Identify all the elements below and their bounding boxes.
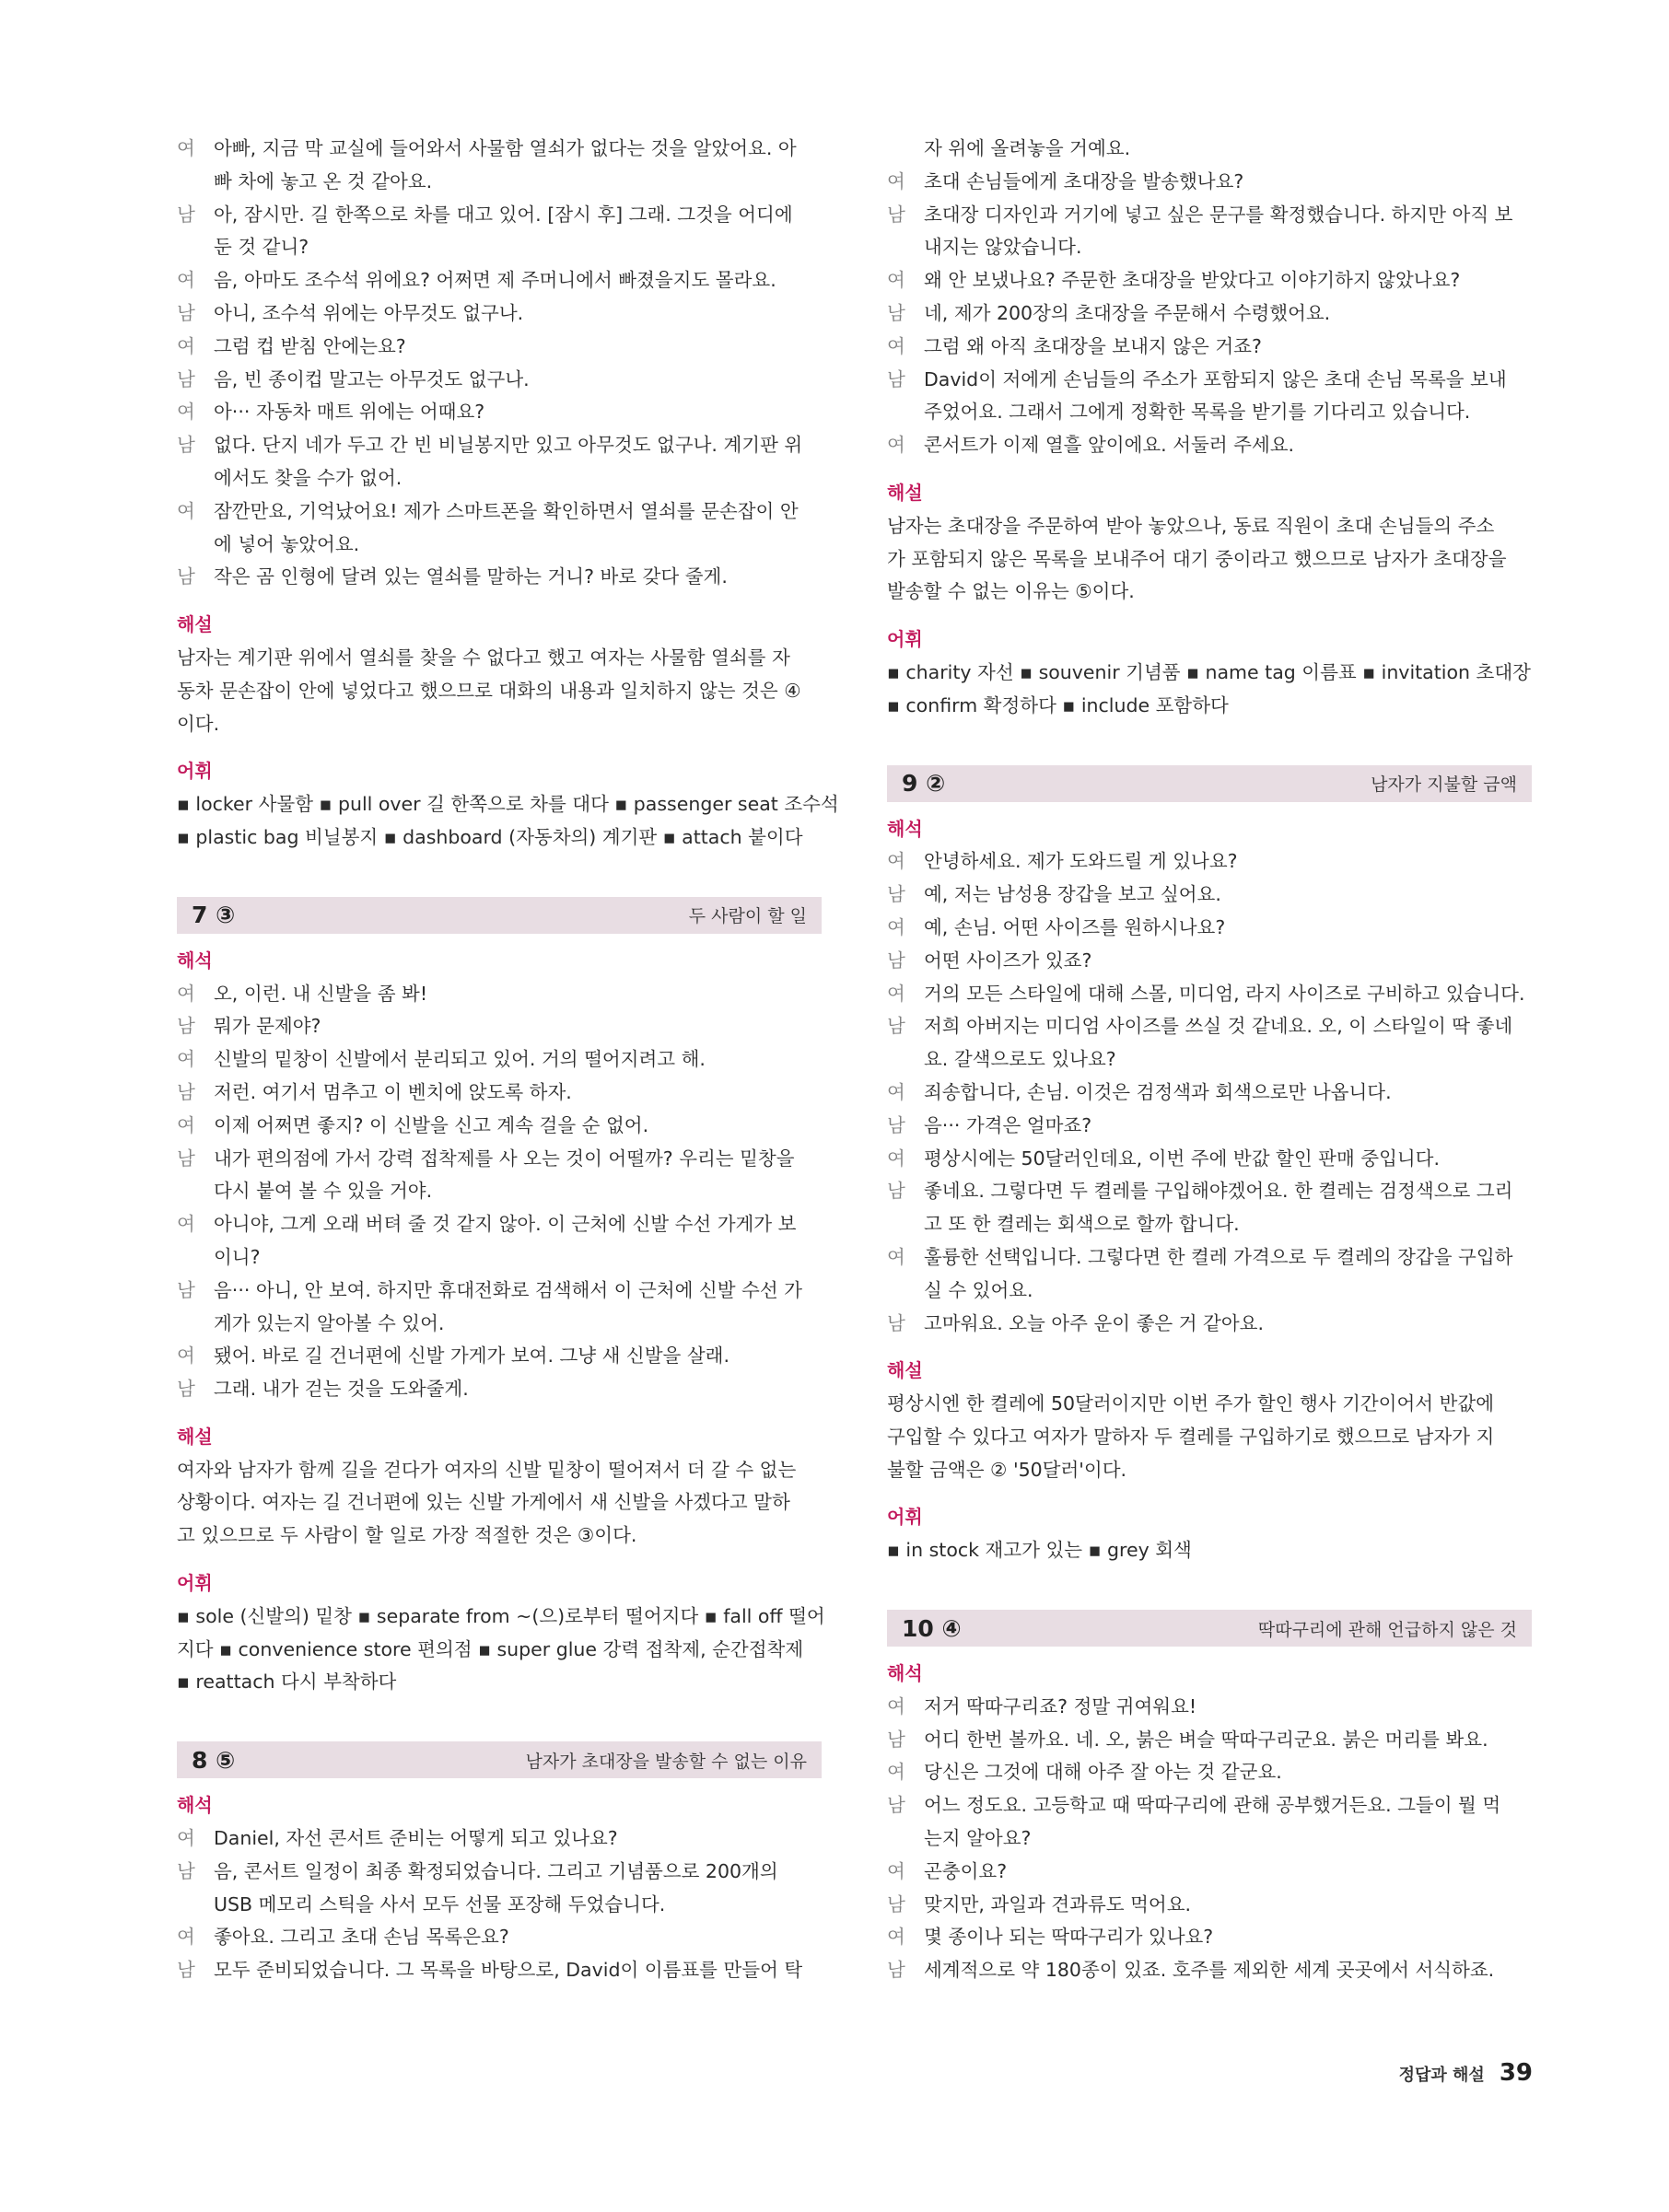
question-number: 7 ③ <box>192 902 236 929</box>
dialogue-line <box>887 1175 1532 1241</box>
utterance <box>924 1010 1532 1077</box>
utterance-line: 예, 손님. 어떤 사이즈를 원하시나요? <box>924 915 1226 938</box>
utterance <box>214 1921 822 1954</box>
utterance <box>924 879 1532 912</box>
speaker-label: 여 <box>887 169 905 192</box>
speaker-label: 남 <box>177 1378 195 1401</box>
utterance-line: 저런. 여기서 멈추고 이 벤치에 앉도록 하자. <box>214 1080 572 1103</box>
speaker-label: 남 <box>887 367 905 390</box>
utterance <box>214 1010 822 1043</box>
utterance-line: 이제 어쩌면 좋지? 이 신발을 신고 계속 걸을 순 없어. <box>214 1113 649 1136</box>
dialogue <box>887 1691 1532 1987</box>
speaker-label: 여 <box>177 1213 195 1236</box>
dialogue-line <box>887 1077 1532 1110</box>
section-head-translation: 해석 <box>887 1662 923 1685</box>
dialogue-line <box>177 133 822 199</box>
text-line: 동차 문손잡이 안에 넣었다고 했으므로 대화의 내용과 일치하지 않는 것은 ④ <box>177 679 801 702</box>
dialogue-line <box>177 1275 822 1341</box>
question-title: 딱따구리에 관해 언급하지 않은 것 <box>1257 1619 1517 1640</box>
speaker-label: 남 <box>177 565 195 588</box>
text-line: 발송할 수 없는 이유는 ⑤이다. <box>887 580 1135 603</box>
page-number: 39 <box>1499 2059 1533 2087</box>
vocabulary <box>177 1601 825 1699</box>
speaker-label: 남 <box>887 1728 905 1751</box>
utterance-line: 저희 아버지는 미디엄 사이즈를 쓰실 것 같네요. 오, 이 스타일이 딱 좋네 <box>924 1015 1513 1038</box>
speaker-label: 여 <box>177 1113 195 1136</box>
utterance <box>924 912 1532 945</box>
section-head-explanation: 해설 <box>177 613 213 636</box>
utterance <box>924 166 1532 199</box>
speaker-label <box>887 133 924 166</box>
speaker-label: 남 <box>887 883 905 906</box>
utterance <box>924 1110 1532 1143</box>
dialogue-line <box>887 1756 1532 1789</box>
section-head-vocabulary: 어휘 <box>177 1572 213 1595</box>
dialogue-line <box>887 429 1532 462</box>
utterance <box>214 1143 822 1209</box>
utterance-line: 왜 안 보냈나요? 주문한 초대장을 받았다고 이야기하지 않았나요? <box>924 269 1461 292</box>
dialogue-line <box>177 1110 822 1143</box>
page-footer <box>1399 2059 1533 2087</box>
dialogue-line <box>887 297 1532 331</box>
utterance-line: 잠깐만요, 기억났어요! 제가 스마트폰을 확인하면서 열쇠를 문손잡이 안 <box>214 499 799 522</box>
utterance-line: 초대장 디자인과 거기에 넣고 싶은 문구를 확정했습니다. 하지만 아직 보 <box>924 203 1513 226</box>
utterance <box>924 364 1532 430</box>
utterance-line: 아니야, 그게 오래 버텨 줄 것 같지 않아. 이 근처에 신발 수선 가게가 보 <box>214 1213 797 1236</box>
utterance <box>214 1373 822 1406</box>
dialogue-line <box>887 1724 1532 1757</box>
utterance <box>924 297 1532 331</box>
utterance <box>214 1077 822 1110</box>
utterance-line: 초대 손님들에게 초대장을 발송했나요? <box>924 169 1244 192</box>
utterance <box>924 845 1532 879</box>
dialogue-line <box>177 264 822 297</box>
utterance-line: 작은 곰 인형에 달려 있는 열쇠를 말하는 거니? 바로 갖다 줄게. <box>214 565 728 588</box>
utterance <box>214 199 822 265</box>
speaker-label: 남 <box>177 1080 195 1103</box>
utterance <box>924 1789 1532 1856</box>
utterance-line: 음, 아마도 조수석 위에요? 어쩌면 제 주머니에서 빠졌을지도 몰라요. <box>214 269 776 292</box>
dialogue-line <box>887 199 1532 265</box>
utterance-line: 아니, 조수석 위에는 아무것도 없구나. <box>214 301 524 324</box>
text-line: 여자와 남자가 함께 길을 걷다가 여자의 신발 밑창이 떨어져서 더 갈 수 없는 <box>177 1458 797 1481</box>
dialogue-line <box>887 166 1532 199</box>
question-number: 8 ⑤ <box>192 1746 236 1774</box>
dialogue-line <box>177 1340 822 1373</box>
utterance-line: 그럼 컵 받침 안에는요? <box>214 334 406 357</box>
dialogue <box>177 978 822 1406</box>
question-title: 남자가 지불할 금액 <box>1371 774 1517 796</box>
utterance-line: 음··· 아니, 안 보여. 하지만 휴대전화로 검색해서 이 근처에 신발 수선 가 <box>214 1278 802 1301</box>
utterance <box>214 133 822 199</box>
dialogue-line <box>887 331 1532 364</box>
speaker-label: 남 <box>887 1959 905 1982</box>
speaker-label: 남 <box>887 949 905 972</box>
text-line: ▪ sole (신발의) 밑창 ▪ separate from ~(으)로부터 떨어지다 ▪ fall off 떨어 <box>177 1604 825 1627</box>
section-head-translation: 해석 <box>887 817 923 840</box>
utterance-line: 됐어. 바로 길 건너편에 신발 가게가 보여. 그냥 새 신발을 살래. <box>214 1345 729 1368</box>
utterance <box>214 1856 822 1922</box>
section-head-explanation: 해설 <box>887 1359 923 1382</box>
utterance <box>214 978 822 1011</box>
dialogue-line <box>887 1789 1532 1856</box>
question-number: 9 ② <box>902 770 946 797</box>
utterance-line: 좋네요. 그렇다면 두 켤레를 구입해야겠어요. 한 켤레는 검정색으로 그리 <box>924 1180 1513 1203</box>
text-line: ▪ confirm 확정하다 ▪ include 포함하다 <box>887 693 1229 716</box>
utterance <box>924 978 1532 1011</box>
dialogue <box>177 133 822 594</box>
text-line: 상황이다. 여자는 길 건너편에 있는 신발 가게에서 새 신발을 사겠다고 말하 <box>177 1491 790 1514</box>
speaker-label: 여 <box>887 334 905 357</box>
dialogue-line <box>887 1954 1532 1987</box>
utterance-line: 그래. 내가 걷는 것을 도와줄게. <box>214 1378 469 1401</box>
speaker-label: 남 <box>177 1278 195 1301</box>
speaker-label: 여 <box>177 1345 195 1368</box>
utterance <box>924 1308 1532 1341</box>
utterance-line: 아, 잠시만. 길 한쪽으로 차를 대고 있어. [잠시 후] 그래. 그것을 어디에 <box>214 203 793 226</box>
speaker-label: 여 <box>177 269 195 292</box>
text-line: 구입할 수 있다고 여자가 말하자 두 켤레를 구입하기로 했으므로 남자가 지 <box>887 1425 1495 1448</box>
explanation <box>177 1454 822 1553</box>
dialogue-line <box>887 1010 1532 1077</box>
utterance-line: 요. 갈색으로도 있나요? <box>924 1048 1116 1071</box>
utterance-line: 신발의 밑창이 신발에서 분리되고 있어. 거의 떨어지려고 해. <box>214 1048 706 1071</box>
dialogue-line <box>177 331 822 364</box>
dialogue-line <box>177 1954 822 1987</box>
dialogue-line <box>177 199 822 265</box>
speaker-label: 여 <box>887 1859 905 1882</box>
speaker-label: 남 <box>177 1147 195 1170</box>
dialogue-line <box>887 264 1532 297</box>
text-line: 남자는 계기판 위에서 열쇠를 찾을 수 없다고 했고 여자는 사물함 열쇠를 자 <box>177 646 790 669</box>
utterance <box>924 264 1532 297</box>
utterance-line: 죄송합니다, 손님. 이것은 검정색과 회색으로만 나옵니다. <box>924 1080 1392 1103</box>
speaker-label: 남 <box>177 367 195 390</box>
utterance-line: 평상시에는 50달러인데요, 이번 주에 반값 할인 판매 중입니다. <box>924 1147 1441 1170</box>
utterance-line: 오, 이런. 내 신발을 좀 봐! <box>214 982 428 1005</box>
utterance-line: 뭐가 문제야? <box>214 1015 321 1038</box>
dialogue <box>887 845 1532 1340</box>
speaker-label: 여 <box>887 850 905 873</box>
dialogue-line <box>887 1921 1532 1954</box>
speaker-label: 남 <box>177 434 195 457</box>
utterance-line: 에서도 찾을 수가 없어. <box>214 466 403 489</box>
text-line: 불할 금액은 ② '50달러'이다. <box>887 1458 1127 1481</box>
question-bar-7 <box>177 897 822 934</box>
utterance-line: 빠 차에 놓고 온 것 같아요. <box>214 169 433 192</box>
text-line: ▪ locker 사물함 ▪ pull over 길 한쪽으로 차를 대다 ▪ passenger seat 조수석 <box>177 793 839 816</box>
speaker-label: 남 <box>887 301 905 324</box>
utterance-line: 고 또 한 켤레는 회색으로 할까 합니다. <box>924 1213 1240 1236</box>
text-line: 평상시엔 한 켤레에 50달러이지만 이번 주가 할인 행사 기간이어서 반값에 <box>887 1392 1495 1415</box>
utterance-line: 모두 준비되었습니다. 그 목록을 바탕으로, David이 이름표를 만들어 탁 <box>214 1959 803 1982</box>
text-line: ▪ reattach 다시 부착하다 <box>177 1671 397 1694</box>
utterance-line: 는지 알아요? <box>924 1827 1032 1850</box>
utterance <box>924 1143 1532 1176</box>
dialogue-line <box>177 1856 822 1922</box>
dialogue-line <box>177 1208 822 1275</box>
dialogue-line <box>887 1241 1532 1308</box>
utterance-line: 내가 편의점에 가서 강력 접착제를 사 오는 것이 어떨까? 우리는 밑창을 <box>214 1147 795 1170</box>
utterance <box>924 429 1532 462</box>
speaker-label: 남 <box>887 1794 905 1817</box>
utterance <box>924 1889 1532 1922</box>
utterance-line: 어디 한번 볼까요. 네. 오, 붉은 벼슬 딱따구리군요. 붉은 머리를 봐요. <box>924 1728 1488 1751</box>
dialogue-line <box>887 1308 1532 1341</box>
utterance-line: 그럼 왜 아직 초대장을 보내지 않은 거죠? <box>924 334 1262 357</box>
utterance-line: 주었어요. 그래서 그에게 정확한 목록을 받기를 기다리고 있습니다. <box>924 401 1471 424</box>
utterance <box>214 1954 822 1987</box>
speaker-label: 여 <box>177 1926 195 1949</box>
dialogue-line <box>177 1143 822 1209</box>
utterance <box>214 297 822 331</box>
speaker-label: 남 <box>177 203 195 226</box>
speaker-label: 여 <box>177 1048 195 1071</box>
explanation <box>887 1388 1532 1486</box>
speaker-label: 남 <box>177 1015 195 1038</box>
utterance <box>924 945 1532 978</box>
section-head-vocabulary: 어휘 <box>887 1506 923 1529</box>
utterance <box>214 1275 822 1341</box>
utterance-line: 세계적으로 약 180종이 있죠. 호주를 제외한 세계 곳곳에서 서식하죠. <box>924 1959 1495 1982</box>
speaker-label: 여 <box>887 1080 905 1103</box>
utterance-line: 저거 딱따구리죠? 정말 귀여워요! <box>924 1694 1197 1717</box>
utterance-line: David이 저에게 손님들의 주소가 포함되지 않은 초대 손님 목록을 보내 <box>924 367 1507 390</box>
utterance-line: 다시 붙여 볼 수 있을 거야. <box>214 1180 433 1203</box>
utterance-line: 콘서트가 이제 열흘 앞이에요. 서둘러 주세요. <box>924 434 1295 457</box>
text-line: 가 포함되지 않은 목록을 보내주어 대기 중이라고 했으므로 남자가 초대장을 <box>887 547 1507 570</box>
speaker-label: 남 <box>177 301 195 324</box>
utterance-line: 몇 종이나 되는 딱따구리가 있나요? <box>924 1926 1214 1949</box>
speaker-label: 여 <box>887 1694 905 1717</box>
utterance-line: 훌륭한 선택입니다. 그렇다면 한 켤레 가격으로 두 켤레의 장갑을 구입하 <box>924 1245 1513 1268</box>
dialogue-line <box>887 879 1532 912</box>
dialogue-line <box>177 1921 822 1954</box>
utterance <box>214 264 822 297</box>
utterance <box>924 1175 1532 1241</box>
speaker-label: 여 <box>177 1827 195 1850</box>
utterance-line: 아··· 자동차 매트 위에는 어때요? <box>214 401 485 424</box>
dialogue-line <box>887 845 1532 879</box>
right-column <box>887 133 1532 1987</box>
section-head-explanation: 해설 <box>177 1425 213 1448</box>
question-bar-9 <box>887 765 1532 802</box>
dialogue-line <box>887 133 1532 166</box>
speaker-label: 여 <box>887 982 905 1005</box>
utterance-line: 없다. 단지 네가 두고 간 빈 비닐봉지만 있고 아무것도 없구나. 계기판 위 <box>214 434 803 457</box>
speaker-label: 여 <box>887 1761 905 1784</box>
utterance-line: 당신은 그것에 대해 아주 잘 아는 것 같군요. <box>924 1761 1282 1784</box>
utterance <box>214 429 822 495</box>
utterance-line: 어떤 사이즈가 있죠? <box>924 949 1092 972</box>
speaker-label: 남 <box>177 1959 195 1982</box>
speaker-label: 남 <box>177 1859 195 1882</box>
dialogue-line <box>177 495 822 562</box>
speaker-label: 여 <box>177 137 195 159</box>
utterance <box>924 1954 1532 1987</box>
utterance-line: 네, 제가 200장의 초대장을 주문해서 수령했어요. <box>924 301 1331 324</box>
utterance <box>214 1208 822 1275</box>
utterance <box>924 199 1532 265</box>
utterance-line: 음, 빈 종이컵 말고는 아무것도 없구나. <box>214 367 530 390</box>
utterance-line: 곤충이요? <box>924 1859 1008 1882</box>
utterance <box>214 396 822 429</box>
utterance-line: 실 수 있어요. <box>924 1278 1033 1301</box>
utterance-line: 음··· 가격은 얼마죠? <box>924 1113 1092 1136</box>
section-head-explanation: 해설 <box>887 481 923 504</box>
dialogue-line <box>177 1373 822 1406</box>
dialogue-line <box>177 429 822 495</box>
utterance <box>924 1077 1532 1110</box>
dialogue-line <box>177 1043 822 1077</box>
dialogue-line <box>177 1010 822 1043</box>
dialogue-line <box>887 1143 1532 1176</box>
dialogue-line <box>887 978 1532 1011</box>
speaker-label: 여 <box>177 334 195 357</box>
dialogue-line <box>177 1077 822 1110</box>
utterance-line: 예, 저는 남성용 장갑을 보고 싶어요. <box>924 883 1221 906</box>
utterance-line: 에 넣어 놓았어요. <box>214 532 360 555</box>
footer-label: 정답과 해설 <box>1398 2066 1485 2085</box>
text-line: ▪ charity 자선 ▪ souvenir 기념품 ▪ name tag 이름표 ▪ invitation 초대장 <box>887 660 1531 683</box>
speaker-label: 여 <box>177 499 195 522</box>
question-number: 10 ④ <box>902 1614 962 1642</box>
vocabulary <box>177 788 839 855</box>
speaker-label: 여 <box>887 1926 905 1949</box>
utterance-line: 거의 모든 스타일에 대해 스몰, 미디엄, 라지 사이즈로 구비하고 있습니다. <box>924 982 1525 1005</box>
dialogue <box>887 133 1532 462</box>
dialogue-line <box>887 945 1532 978</box>
utterance <box>924 1241 1532 1308</box>
dialogue-line <box>177 396 822 429</box>
utterance-line: 고마워요. 오늘 아주 운이 좋은 거 같아요. <box>924 1311 1264 1334</box>
section-head-translation: 해석 <box>177 949 213 972</box>
utterance <box>214 1340 822 1373</box>
utterance-line: 음, 콘서트 일정이 최종 확정되었습니다. 그리고 기념품으로 200개의 <box>214 1859 778 1882</box>
utterance-line: 안녕하세요. 제가 도와드릴 게 있나요? <box>924 850 1238 873</box>
explanation <box>887 510 1532 609</box>
speaker-label: 여 <box>177 401 195 424</box>
utterance-line: 둔 것 같니? <box>214 236 309 259</box>
utterance <box>924 1921 1532 1954</box>
utterance <box>214 495 822 562</box>
utterance-line: USB 메모리 스틱을 사서 모두 선물 포장해 두었습니다. <box>214 1892 666 1915</box>
utterance-line: 어느 정도요. 고등학교 때 딱따구리에 관해 공부했거든요. 그들이 뭘 먹 <box>924 1794 1501 1817</box>
utterance <box>214 1822 822 1856</box>
utterance <box>924 133 1532 166</box>
question-bar-10 <box>887 1610 1532 1647</box>
left-column <box>177 133 839 1987</box>
text-line: ▪ plastic bag 비닐봉지 ▪ dashboard (자동차의) 계기판 ▪ attach 붙이다 <box>177 825 803 848</box>
dialogue-line <box>887 1889 1532 1922</box>
speaker-label: 남 <box>887 1113 905 1136</box>
dialogue-line <box>177 364 822 397</box>
explanation <box>177 642 822 740</box>
utterance <box>924 1724 1532 1757</box>
speaker-label: 여 <box>887 1245 905 1268</box>
utterance-line: 좋아요. 그리고 초대 손님 목록은요? <box>214 1926 509 1949</box>
utterance-line: 아빠, 지금 막 교실에 들어와서 사물함 열쇠가 없다는 것을 알았어요. 아 <box>214 137 797 159</box>
utterance-line: 내지는 않았습니다. <box>924 236 1082 259</box>
utterance-line: 이니? <box>214 1245 261 1268</box>
speaker-label: 남 <box>887 203 905 226</box>
speaker-label: 여 <box>177 982 195 1005</box>
utterance <box>924 1756 1532 1789</box>
utterance <box>214 364 822 397</box>
utterance-line: 자 위에 올려놓을 거예요. <box>924 137 1131 159</box>
vocabulary <box>887 1534 1532 1567</box>
dialogue-line <box>887 1691 1532 1724</box>
text-line: 이다. <box>177 712 220 735</box>
utterance <box>924 331 1532 364</box>
speaker-label: 남 <box>887 1015 905 1038</box>
dialogue <box>177 1822 822 1987</box>
utterance <box>924 1691 1532 1724</box>
text-line: 지다 ▪ convenience store 편의점 ▪ super glue 강력 접착제, 순간접착제 <box>177 1637 804 1660</box>
dialogue-line <box>887 1110 1532 1143</box>
dialogue-line <box>177 297 822 331</box>
utterance <box>214 561 822 594</box>
section-head-translation: 해석 <box>177 1794 213 1817</box>
dialogue-line <box>177 561 822 594</box>
speaker-label: 남 <box>887 1892 905 1915</box>
text-line: 고 있으므로 두 사람이 할 일로 가장 적절한 것은 ③이다. <box>177 1524 637 1547</box>
utterance-line: 맞지만, 과일과 견과류도 먹어요. <box>924 1892 1192 1915</box>
question-title: 남자가 초대장을 발송할 수 없는 이유 <box>525 1751 807 1772</box>
dialogue-line <box>887 912 1532 945</box>
dialogue-line <box>887 364 1532 430</box>
text-line: ▪ in stock 재고가 있는 ▪ grey 회색 <box>887 1539 1192 1562</box>
section-head-vocabulary: 어휘 <box>887 628 923 651</box>
question-title: 두 사람이 할 일 <box>688 906 807 927</box>
speaker-label: 여 <box>887 269 905 292</box>
utterance <box>214 331 822 364</box>
question-bar-8 <box>177 1741 822 1778</box>
utterance-line: Daniel, 자선 콘서트 준비는 어떻게 되고 있나요? <box>214 1827 618 1850</box>
dialogue-line <box>177 1822 822 1856</box>
speaker-label: 여 <box>887 1147 905 1170</box>
speaker-label: 남 <box>887 1180 905 1203</box>
speaker-label: 여 <box>887 434 905 457</box>
utterance <box>924 1856 1532 1889</box>
dialogue-line <box>887 1856 1532 1889</box>
utterance-line: 게가 있는지 알아볼 수 있어. <box>214 1311 445 1334</box>
speaker-label: 여 <box>887 915 905 938</box>
text-line: 남자는 초대장을 주문하여 받아 놓았으나, 동료 직원이 초대 손님들의 주소 <box>887 514 1495 537</box>
speaker-label: 남 <box>887 1311 905 1334</box>
utterance <box>214 1110 822 1143</box>
dialogue-line <box>177 978 822 1011</box>
vocabulary <box>887 657 1532 723</box>
section-head-vocabulary: 어휘 <box>177 760 213 783</box>
utterance <box>214 1043 822 1077</box>
